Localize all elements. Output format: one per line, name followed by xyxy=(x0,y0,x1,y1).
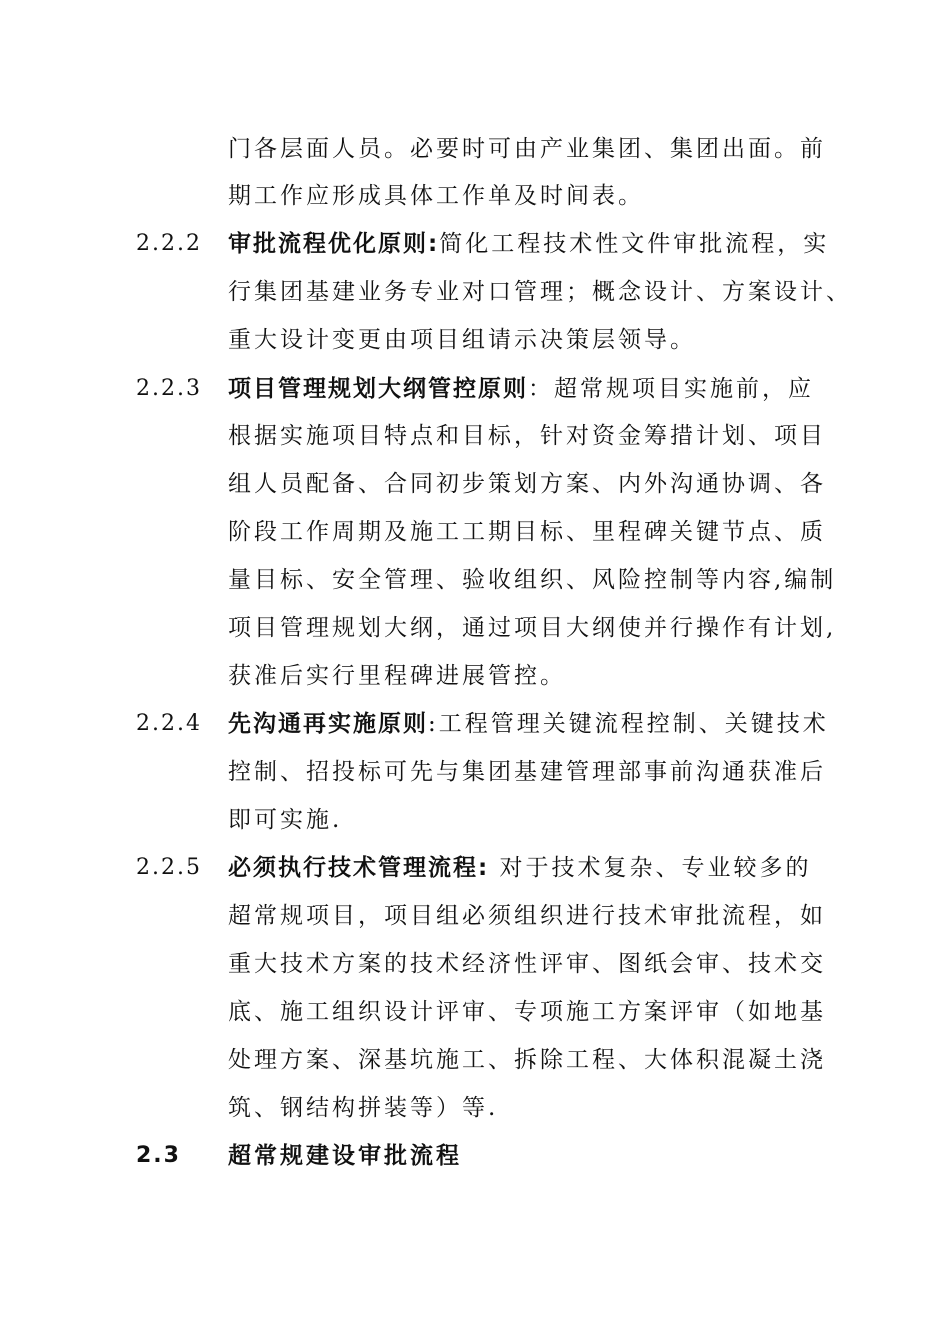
item-text: :工程管理关键流程控制、关键技术 xyxy=(428,711,829,737)
item-number: 2.2.3 xyxy=(136,376,202,401)
item-line: 重大技术方案的技术经济性评审、图纸会审、技术交 xyxy=(228,951,826,977)
item-line: 筑、钢结构拼装等）等. xyxy=(228,1095,499,1121)
item-number: 2.2.2 xyxy=(136,231,202,256)
item-line: 处理方案、深基坑施工、拆除工程、大体积混凝土浇 xyxy=(228,1047,826,1073)
item-line: 行集团基建业务专业对口管理；概念设计、方案设计、 xyxy=(228,279,852,305)
item-number: 2.2.4 xyxy=(136,711,202,736)
item-number: 2.2.5 xyxy=(136,855,202,880)
item-first-line xyxy=(228,374,814,404)
item-title: 审批流程优化原则: xyxy=(228,231,440,257)
item-line: 阶段工作周期及施工工期目标、里程碑关键节点、质 xyxy=(228,519,826,545)
section-number: 2.3 xyxy=(136,1143,181,1168)
item-line: 根据实施项目特点和目标，针对资金筹措计划、项目 xyxy=(228,423,826,449)
item-text: ：超常规项目实施前，应 xyxy=(528,376,814,402)
intro-line-1: 门各层面人员。必要时可由产业集团、集团出面。前 xyxy=(228,136,826,162)
item-first-line xyxy=(228,853,812,883)
item-line: 底、施工组织设计评审、专项施工方案评审（如地基 xyxy=(228,999,826,1025)
item-line: 量目标、安全管理、验收组织、风险控制等内容,编制 xyxy=(228,567,837,593)
section-title: 超常规建设审批流程 xyxy=(228,1143,462,1169)
item-title: 项目管理规划大纲管控原则 xyxy=(228,376,528,402)
item-line: 获准后实行里程碑进展管控。 xyxy=(228,663,566,689)
item-first-line xyxy=(228,709,829,739)
item-line: 重大设计变更由项目组请示决策层领导。 xyxy=(228,327,696,353)
item-line: 控制、招投标可先与集团基建管理部事前沟通获准后 xyxy=(228,759,826,785)
item-first-line xyxy=(228,229,829,259)
item-line: 超常规项目，项目组必须组织进行技术审批流程，如 xyxy=(228,903,826,929)
item-line: 项目管理规划大纲，通过项目大纲使并行操作有计划, xyxy=(228,615,837,641)
intro-line-2: 期工作应形成具体工作单及时间表。 xyxy=(228,183,644,209)
item-title: 先沟通再实施原则 xyxy=(228,711,428,737)
item-title: 必须执行技术管理流程: xyxy=(228,855,490,881)
item-text: 对于技术复杂、专业较多的 xyxy=(489,855,812,881)
item-line: 即可实施. xyxy=(228,807,343,833)
item-line: 组人员配备、合同初步策划方案、内外沟通协调、各 xyxy=(228,471,826,497)
item-text: 简化工程技术性文件审批流程，实 xyxy=(439,231,830,257)
